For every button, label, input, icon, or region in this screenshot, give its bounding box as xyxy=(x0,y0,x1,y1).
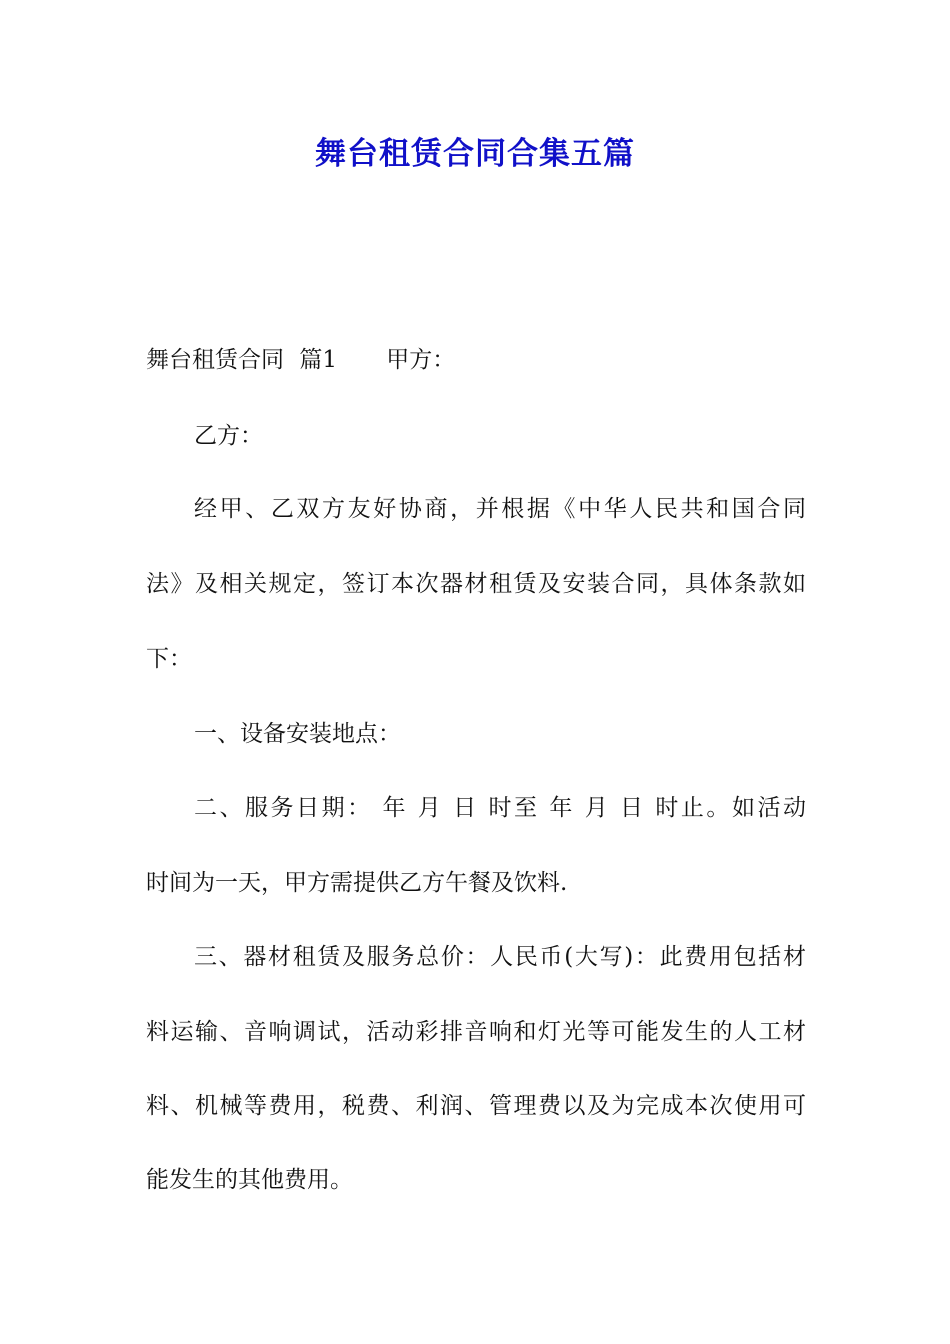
party-a-label: 甲方： xyxy=(386,347,456,373)
section-number: 篇1 xyxy=(299,347,337,373)
paragraph-line: 下： xyxy=(146,646,192,672)
paragraph-line: 能发生的其他费用。 xyxy=(146,1167,353,1193)
paragraph-line: 经甲、乙双方友好协商，并根据《中华人民共和国合同 xyxy=(194,496,806,522)
document-title: 舞台租赁合同合集五篇 xyxy=(315,136,635,172)
paragraph-line: 一、设备安装地点： xyxy=(194,721,401,747)
paragraph-line: 时间为一天，甲方需提供乙方午餐及饮料. xyxy=(146,870,568,896)
contract-heading xyxy=(146,346,806,374)
party-b-label: 乙方： xyxy=(194,423,263,449)
paragraph-line: 料、机械等费用，税费、利润、管理费以及为完成本次使用可 xyxy=(146,1093,806,1119)
paragraph-line: 法》及相关规定，签订本次器材租赁及安装合同，具体条款如 xyxy=(146,571,806,597)
paragraph-line: 三、器材租赁及服务总价：人民币(大写)：此费用包括材 xyxy=(194,944,806,970)
paragraph-line: 二、服务日期： 年 月 日 时至 年 月 日 时止。如活动 xyxy=(194,795,806,821)
paragraph-line: 料运输、音响调试，活动彩排音响和灯光等可能发生的人工材 xyxy=(146,1019,806,1045)
section-name: 舞台租赁合同 xyxy=(146,347,284,373)
